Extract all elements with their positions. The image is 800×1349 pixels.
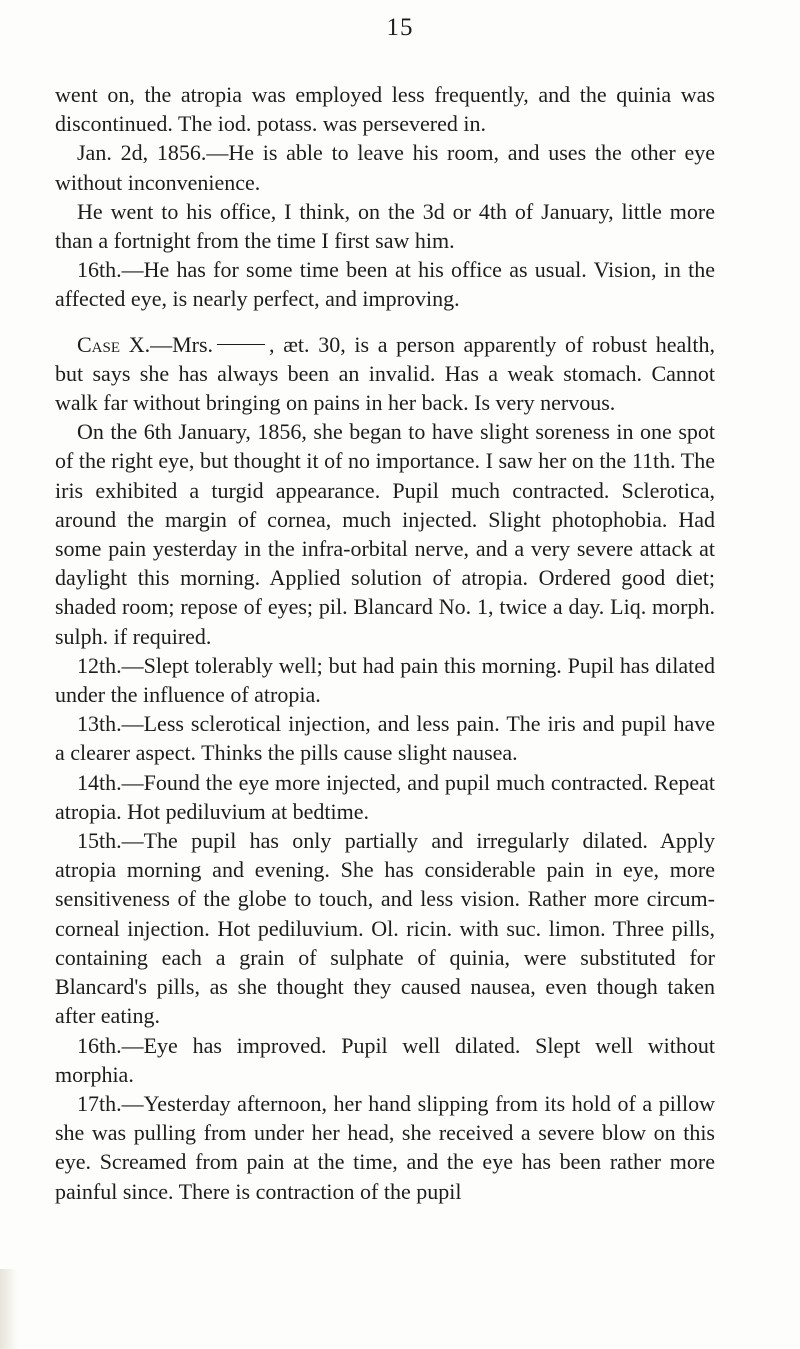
paragraph-case-x xyxy=(55,330,715,418)
paragraph-15th: 15th.—The pupil has only partially and irregularly dilated. Apply atropia morning and evening. She has considerable pain in eye, more sensitiveness of the globe to touch, and less vision. Rather more circum-corneal injection. Hot pediluvium. Ol. ricin. with suc. limon. Three pills, containing each a grain of sulphate of quinia, were substituted for Blancard's pills, as she thought they caused nausea, even though taken after eating. xyxy=(55,828,715,1029)
name-redaction-dash xyxy=(217,344,265,345)
paragraph-17th: 17th.—Yesterday afternoon, her hand slipping from its hold of a pillow she was pulling from under her head, she received a severe blow on this eye. Screamed from pain at the time, and the eye has been rather more painful since. There is contraction of the pupil xyxy=(55,1090,715,1204)
paragraph-office: He went to his office, I think, on the 3d or 4th of January, little more than a fortnight from the time I first saw him. xyxy=(55,198,715,254)
body-text xyxy=(55,80,715,1206)
page-number: 15 xyxy=(386,14,414,41)
paragraph-continuation: went on, the atropia was employed less frequently, and the quinia was discontinued. The iod. potass. was persevered in. xyxy=(55,82,715,137)
case-intro-text: , æt. 30, is a person apparently of robust health, but says she has always been an invalid. Has a weak stomach. Cannot walk far without bringing on pains in her back. Is very nervous. xyxy=(55,331,715,416)
paragraph-16th-b: 16th.—Eye has improved. Pupil well dilated. Slept well without morphia. xyxy=(55,1032,715,1087)
case-patient-title: —Mrs. xyxy=(150,331,214,357)
paragraph-6th-january: On the 6th January, 1856, she began to have slight soreness in one spot of the right eye, but thought it of no importance. I saw her on the 11th. The iris exhibited a turgid appearance. Pupil much contracted. Sclerotica, around the margin of cornea, much injected. Slight photophobia. Had some pain yesterday in the infra-orbital nerve, and a very severe attack at daylight this morning. Applied solution of atropia. Ordered good diet; shaded room; repose of eyes; pil. Blancard No. 1, twice a day. Liq. morph. sulph. if required. xyxy=(55,419,715,649)
page-edge-shadow xyxy=(0,1269,18,1349)
paragraph-12th: 12th.—Slept tolerably well; but had pain this morning. Pupil has dilated under the influence of atropia. xyxy=(55,652,715,708)
paragraph-jan-2d: Jan. 2d, 1856.—He is able to leave his room, and uses the other eye without inconvenience. xyxy=(55,140,715,195)
case-label: Case X. xyxy=(77,331,151,357)
paragraph-14th: 14th.—Found the eye more injected, and pupil much contracted. Repeat atropia. Hot pediluvium at bedtime. xyxy=(55,769,715,824)
paragraph-16th: 16th.—He has for some time been at his office as usual. Vision, in the affected eye, is nearly perfect, and improving. xyxy=(55,257,715,312)
paragraph-13th: 13th.—Less sclerotical injection, and less pain. The iris and pupil have a clearer aspect. Thinks the pills cause slight nausea. xyxy=(55,711,715,766)
